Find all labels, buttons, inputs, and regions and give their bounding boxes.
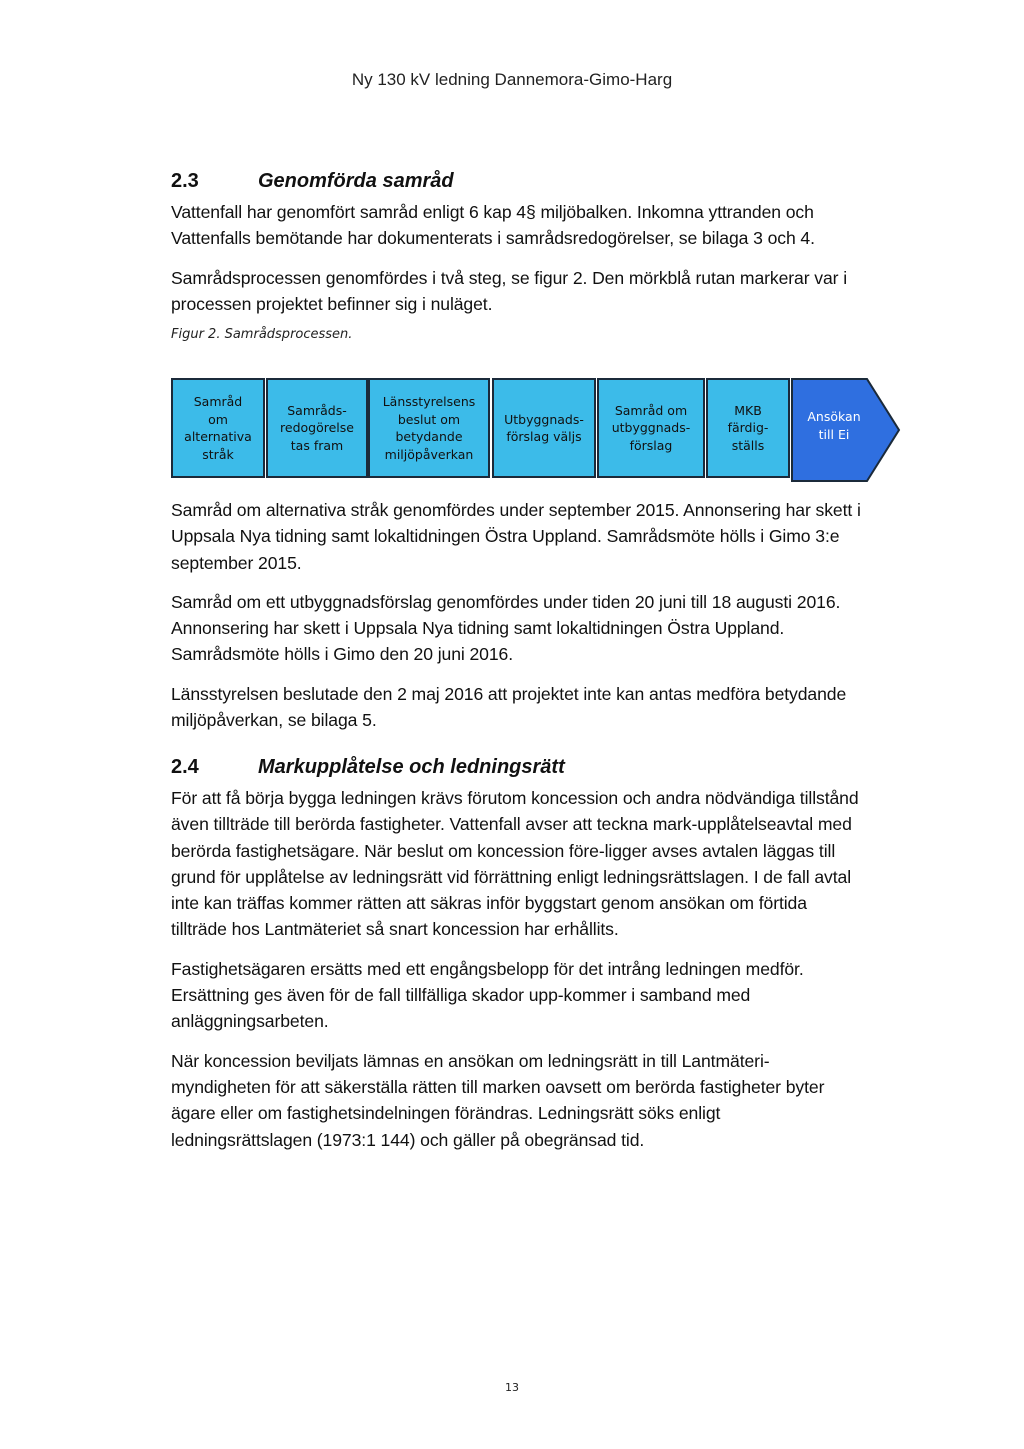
flow-step-2: Samråds- redogörelse tas fram: [266, 378, 368, 478]
section-title: Genomförda samråd: [258, 170, 454, 192]
section-heading-2-4: [171, 756, 861, 779]
paragraph: Samrådsprocessen genomfördes i två steg, se figur 2. Den mörkblå rutan markerar var i processen projektet befinner sig i nuläget.: [171, 267, 847, 314]
paragraph: Fastighetsägaren ersätts med ett engångsbelopp för det intrång ledningen medför. Ersättning ges även för de fall tillfälliga skador upp-kommer i samband med anläggningsarbeten.: [171, 958, 804, 1032]
paragraph: Länsstyrelsen beslutade den 2 maj 2016 att projektet inte kan antas medföra betydande miljöpåverkan, se bilaga 5.: [171, 683, 847, 731]
section-2-3-continued: [171, 497, 861, 733]
flow-step-5: Samråd om utbyggnads- förslag: [597, 378, 705, 478]
figure-caption: Figur 2. Samrådsprocessen.: [171, 327, 353, 343]
flow-step-3: Länsstyrelsens beslut om betydande miljöpåverkan: [368, 378, 490, 478]
section-number: 2.4: [171, 756, 199, 778]
section-2-4: [171, 756, 861, 1153]
paragraph: När koncession beviljats lämnas en ansökan om ledningsrätt in till Lantmäteri-myndigheten för att säkerställa rätten till marken oavsett om berörda fastigheter byter ägare eller om fastighetsindelningen förändras. Ledningsrätt söks enligt ledningsrättslagen (1973:1 144) och gäller på obegränsad tid.: [171, 1050, 825, 1150]
paragraph: Samråd om alternativa stråk genomfördes under september 2015. Annonsering har skett i Uppsala Nya tidning samt lokaltidningen Östra Uppland. Samrådsmöte hölls i Gimo 3:e september 2015.: [171, 500, 861, 573]
flow-step-4: Utbyggnads- förslag väljs: [492, 378, 596, 478]
section-number: 2.3: [171, 170, 199, 192]
paragraph: För att få börja bygga ledningen krävs förutom koncession och andra nödvändiga tillstånd även tillträde till berörda fastigheter. Vattenfall avser att teckna mark-upplåtelseavtal med berörda fastighetsägare. När beslut om koncession före-ligger avses avtalen läggas till grund för upplåtelse av ledningsrätt vid förrättning enligt ledningsrättslagen. I de fall avtal inte kan träffas kommer rätten att säkras inför byggstart genom ansökan om förtida tillträde hos Lantmäteriet så snart koncession har erhållits.: [171, 788, 859, 940]
paragraph: Vattenfall har genomfört samråd enligt 6 kap 4§ miljöbalken. Inkomna yttranden och Vattenfalls bemötande har dokumenterats i samrådsredogörelser, se bilaga 3 och 4.: [171, 202, 815, 249]
section-heading-2-3: [171, 170, 861, 193]
section-2-3: [171, 170, 861, 342]
process-flow-figure: [171, 378, 901, 482]
page-number: 13: [505, 1381, 519, 1394]
flow-step-6: MKB färdig- ställs: [706, 378, 790, 478]
flow-step-1: Samråd om alternativa stråk: [171, 378, 265, 478]
paragraph: Samråd om ett utbyggnadsförslag genomfördes under tiden 20 juni till 18 augusti 2016. Annonsering har skett i Uppsala Nya tidning samt lokaltidningen Östra Uppland. Samrådsmöte hölls i Gimo den 20 juni 2016.: [171, 591, 841, 665]
flow-current-step-label: Ansökan till Ei: [807, 409, 861, 442]
section-title: Markupplåtelse och ledningsrätt: [258, 756, 565, 778]
running-header: Ny 130 kV ledning Dannemora-Gimo-Harg: [351, 70, 673, 89]
